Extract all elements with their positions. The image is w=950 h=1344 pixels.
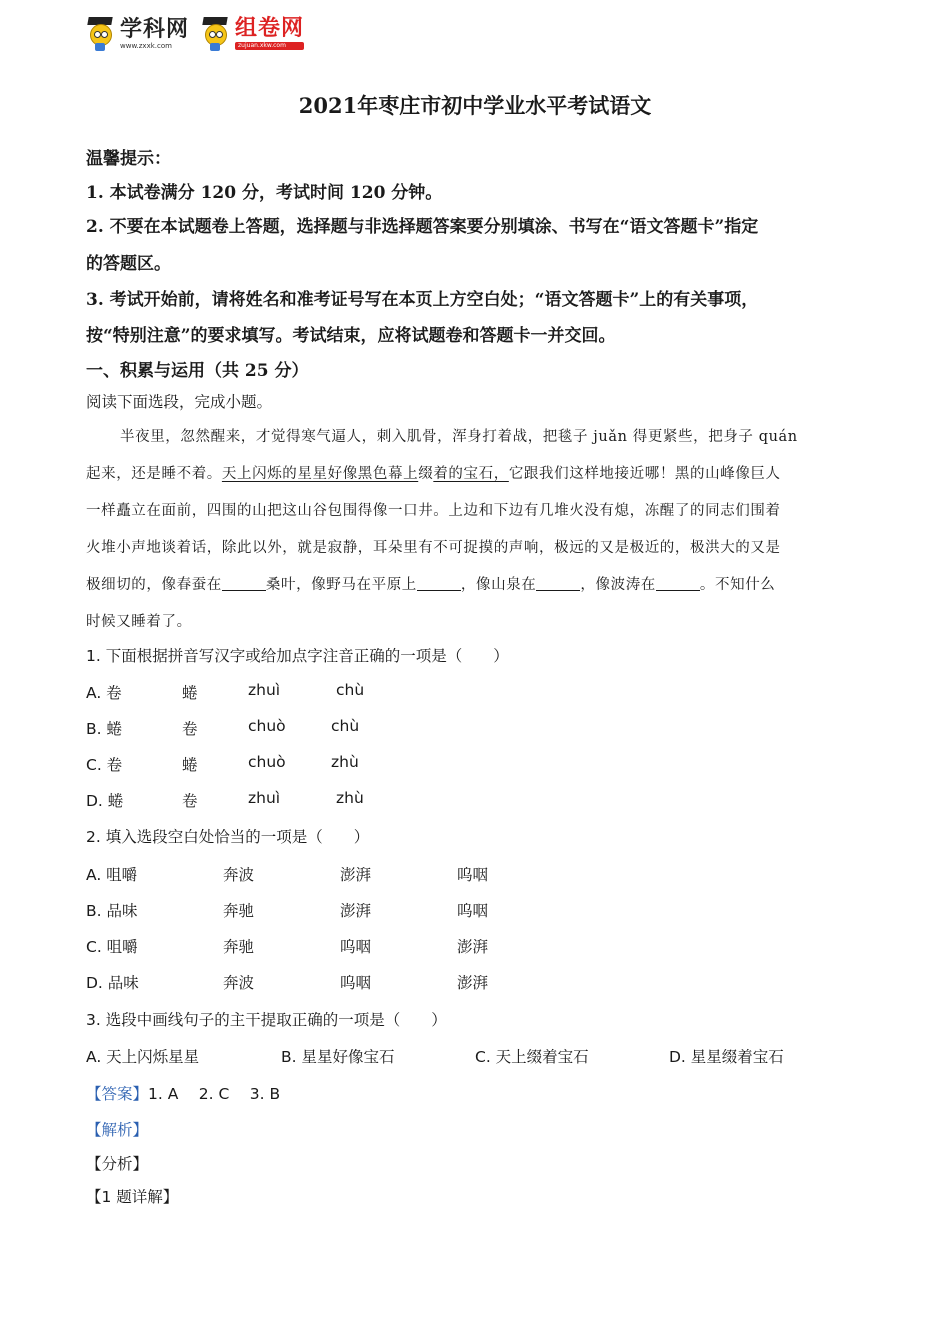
zxxk-logo[interactable] [120,16,190,50]
zujuan-tag: zujuan.xkw.com [235,42,304,50]
blank-3 [536,576,580,592]
zxxk-brand: 学科网 [120,16,190,42]
analysis-tag: 【解析】 [86,1121,149,1139]
page-title: 2021年枣庄市初中学业水平考试语文 [298,93,652,118]
tips-heading: 温馨提示： [86,149,171,169]
q2-option-a-3: 澎湃 [340,866,372,884]
q1-option-d-3: zhuì [248,789,281,807]
q1-option-c-4: zhù [331,753,359,771]
question-3-stem: 3. 选段中画线句子的主干提取正确的一项是（ ） [86,1011,447,1029]
q2-option-c[interactable]: C. 咀嚼 [86,938,138,956]
answer-line [86,1082,280,1104]
question-2-stem: 2. 填入选段空白处恰当的一项是（ ） [86,828,370,846]
passage-line: 时候又睡着了。 [86,614,192,630]
q2-option-b-2: 奔驰 [223,902,255,920]
q2-option-c-2: 奔驰 [223,938,255,956]
q2-option-a-2: 奔波 [223,866,255,884]
instruction: 阅读下面选段，完成小题。 [86,393,273,411]
zujuan-mascot-icon [201,17,229,51]
q2-option-d-3: 呜咽 [340,974,372,992]
q1-option-b-3: chuò [248,717,286,735]
q1-option-a-2: 蜷 [182,684,198,702]
q2-option-d-4: 澎湃 [457,974,489,992]
analysis-heading: 【分析】 [86,1155,149,1173]
tip-item: 2. 不要在本试题卷上答题，选择题与非选择题答案要分别填涂、书写在“语文答题卡”指定 [86,217,759,237]
tip-item: 1. 本试卷满分 120 分，考试时间 120 分钟。 [86,183,443,203]
underlined-sentence-end: 着的宝石， [433,466,509,482]
zujuan-brand: 组卷网 [235,16,305,41]
q1-option-a-4: chù [336,681,365,699]
q1-option-a-3: zhuì [248,681,281,699]
detail-heading: 【1 题详解】 [86,1188,179,1206]
q2-option-c-3: 呜咽 [340,938,372,956]
passage-line: 极细切的，像春蚕在 桑叶，像野马在平原上 ，像山泉在 ，像波涛在 。不知什么 [86,577,776,593]
q3-option-c[interactable]: C. 天上缀着宝石 [475,1048,589,1066]
q2-option-b-4: 呜咽 [457,902,489,920]
q2-option-a-4: 呜咽 [457,866,489,884]
answer-text: 1. A 2. C 3. B [148,1085,281,1103]
tip-item: 按“特别注意”的要求填写。考试结束，应将试题卷和答题卡一并交回。 [86,326,616,346]
blank-2 [417,576,461,592]
zxxk-url: www.zxxk.com [120,41,172,50]
passage-line: 半夜里，忽然醒来，才觉得寒气逼人，刺入肌骨，浑身打着战，把毯子 juǎn 得更紧些，把身子 quán [120,429,798,445]
q2-option-d[interactable]: D. 品味 [86,974,139,992]
q1-option-c[interactable]: C. 卷 [86,756,123,774]
q1-option-a[interactable]: A. 卷 [86,684,122,702]
q3-option-d[interactable]: D. 星星缀着宝石 [669,1048,784,1066]
tip-item: 的答题区。 [86,254,171,274]
q1-option-c-3: chuò [248,753,286,771]
zxxk-mascot-icon [86,17,114,51]
passage-line: 起来，还是睡不着。天上闪烁的星星好像黑色幕上缀着的宝石，它跟我们这样地接近哪！黑的山峰像巨人 [86,466,781,482]
blank-1 [222,576,266,592]
q1-option-d[interactable]: D. 蜷 [86,792,124,810]
q2-option-b[interactable]: B. 品味 [86,902,138,920]
q1-option-c-2: 蜷 [182,756,198,774]
header-logos [86,14,304,54]
q1-option-b[interactable]: B. 蜷 [86,720,122,738]
passage-line: 火堆小声地谈着话，除此以外，就是寂静，耳朵里有不可捉摸的声响，极远的又是极近的，极洪大的又是 [86,540,781,556]
underlined-sentence: 天上闪烁的星星好像黑色幕上 [221,466,419,482]
q2-option-a[interactable]: A. 咀嚼 [86,866,138,884]
q2-option-c-4: 澎湃 [457,938,489,956]
q3-option-a[interactable]: A. 天上闪烁星星 [86,1048,200,1066]
question-1-stem: 1. 下面根据拼音写汉字或给加点字注音正确的一项是（ ） [86,647,509,665]
tip-item: 3. 考试开始前，请将姓名和准考证号写在本页上方空白处；“语文答题卡”上的有关事项， [86,290,759,310]
passage-line: 一样矗立在面前，四围的山把这山谷包围得像一口井。上边和下边有几堆火没有熄，冻醒了的同志们围着 [86,503,781,519]
answer-tag: 【答案】 [86,1085,149,1103]
blank-4 [656,576,700,592]
q1-option-b-4: chù [331,717,360,735]
section-heading: 一、积累与运用（共 25 分） [86,361,309,381]
q2-option-b-3: 澎湃 [340,902,372,920]
q3-option-b[interactable]: B. 星星好像宝石 [281,1048,395,1066]
q2-option-d-2: 奔波 [223,974,255,992]
q1-option-d-4: zhù [336,789,364,807]
zujuan-logo[interactable] [235,18,304,50]
q1-option-b-2: 卷 [182,720,198,738]
q1-option-d-2: 卷 [182,792,198,810]
